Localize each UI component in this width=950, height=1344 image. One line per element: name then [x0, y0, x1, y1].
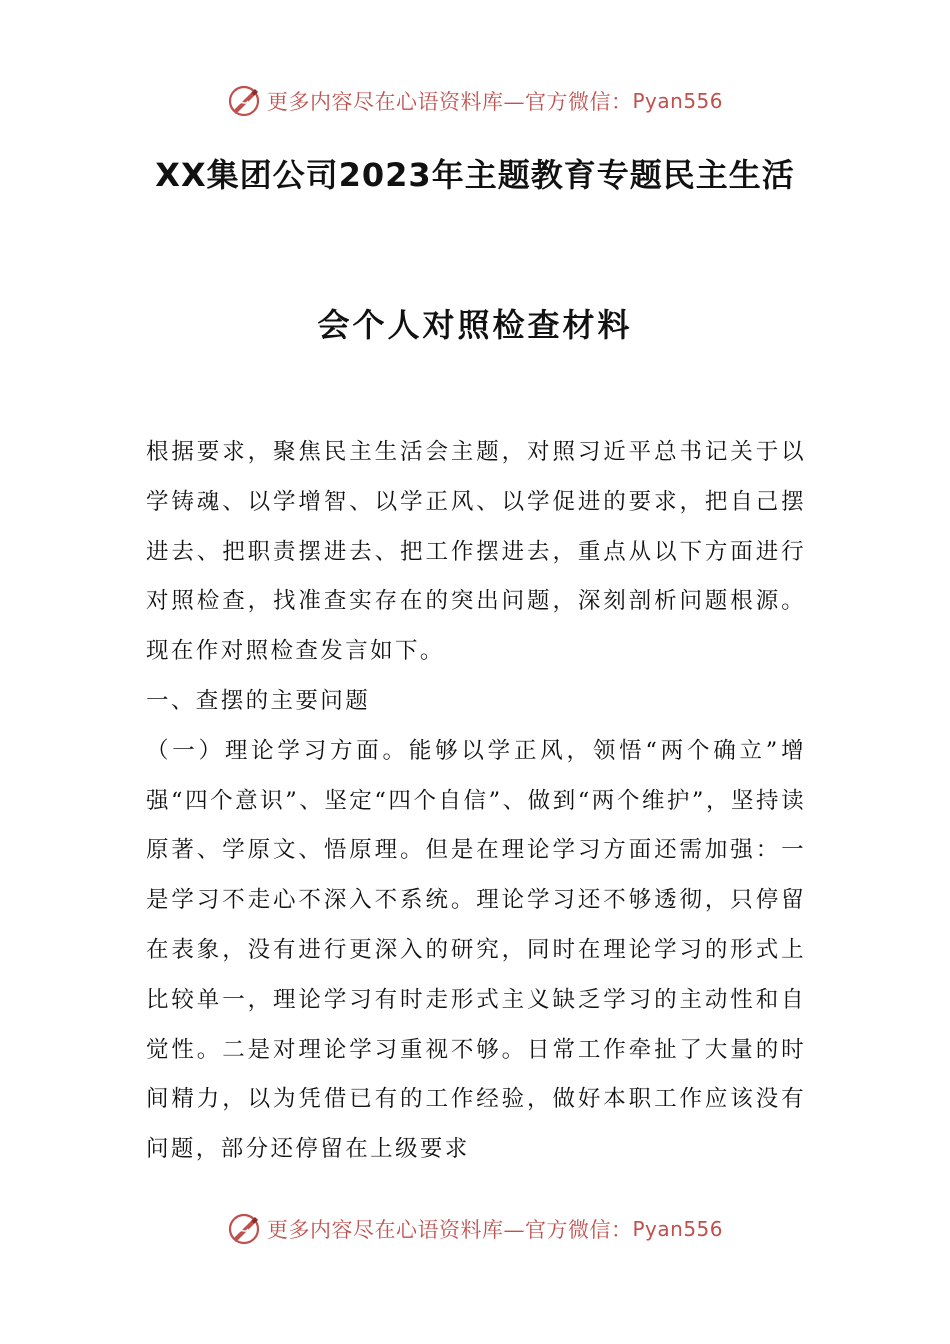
section-heading: 一、查摆的主要问题	[146, 687, 371, 714]
document-title-line-2: 会个人对照检查材料	[317, 306, 633, 344]
watermark-text: 更多内容尽在心语资料库—官方微信：	[266, 1218, 633, 1242]
document-body	[146, 428, 806, 1175]
document-title-line-1: XX集团公司2023年主题教育专题民主生活	[155, 156, 795, 194]
footer-watermark	[0, 1212, 950, 1246]
watermark-wechat-id: Pyan556	[632, 1217, 723, 1241]
watermark-text: 更多内容尽在心语资料库—官方微信：	[266, 90, 633, 114]
pen-circle-logo-icon	[227, 1212, 261, 1246]
pen-circle-logo-icon	[227, 84, 261, 118]
watermark-wechat-id: Pyan556	[632, 89, 723, 113]
intro-paragraph: 根据要求，聚焦民主生活会主题，对照习近平总书记关于以学铸魂、以学增智、以学正风、以学促进的要求，把自己摆进去、把职责摆进去、把工作摆进去，重点从以下方面进行对照检查，找准查实存在的突出问题，深刻剖析问题根源。现在作对照检查发言如下。	[146, 439, 806, 665]
body-paragraph: （一）理论学习方面。能够以学正风，领悟“两个确立”增强“四个意识”、坚定“四个自信”、做到“两个维护”，坚持读原著、学原文、悟原理。但是在理论学习方面还需加强：一是学习不走心不深入不系统。理论学习还不够透彻，只停留在表象，没有进行更深入的研究，同时在理论学习的形式上比较单一，理论学习有时走形式主义缺乏学习的主动性和自觉性。二是对理论学习重视不够。日常工作牵扯了大量的时间精力，以为凭借已有的工作经验，做好本职工作应该没有问题，部分还停留在上级要求	[146, 737, 806, 1163]
header-watermark	[0, 84, 950, 118]
